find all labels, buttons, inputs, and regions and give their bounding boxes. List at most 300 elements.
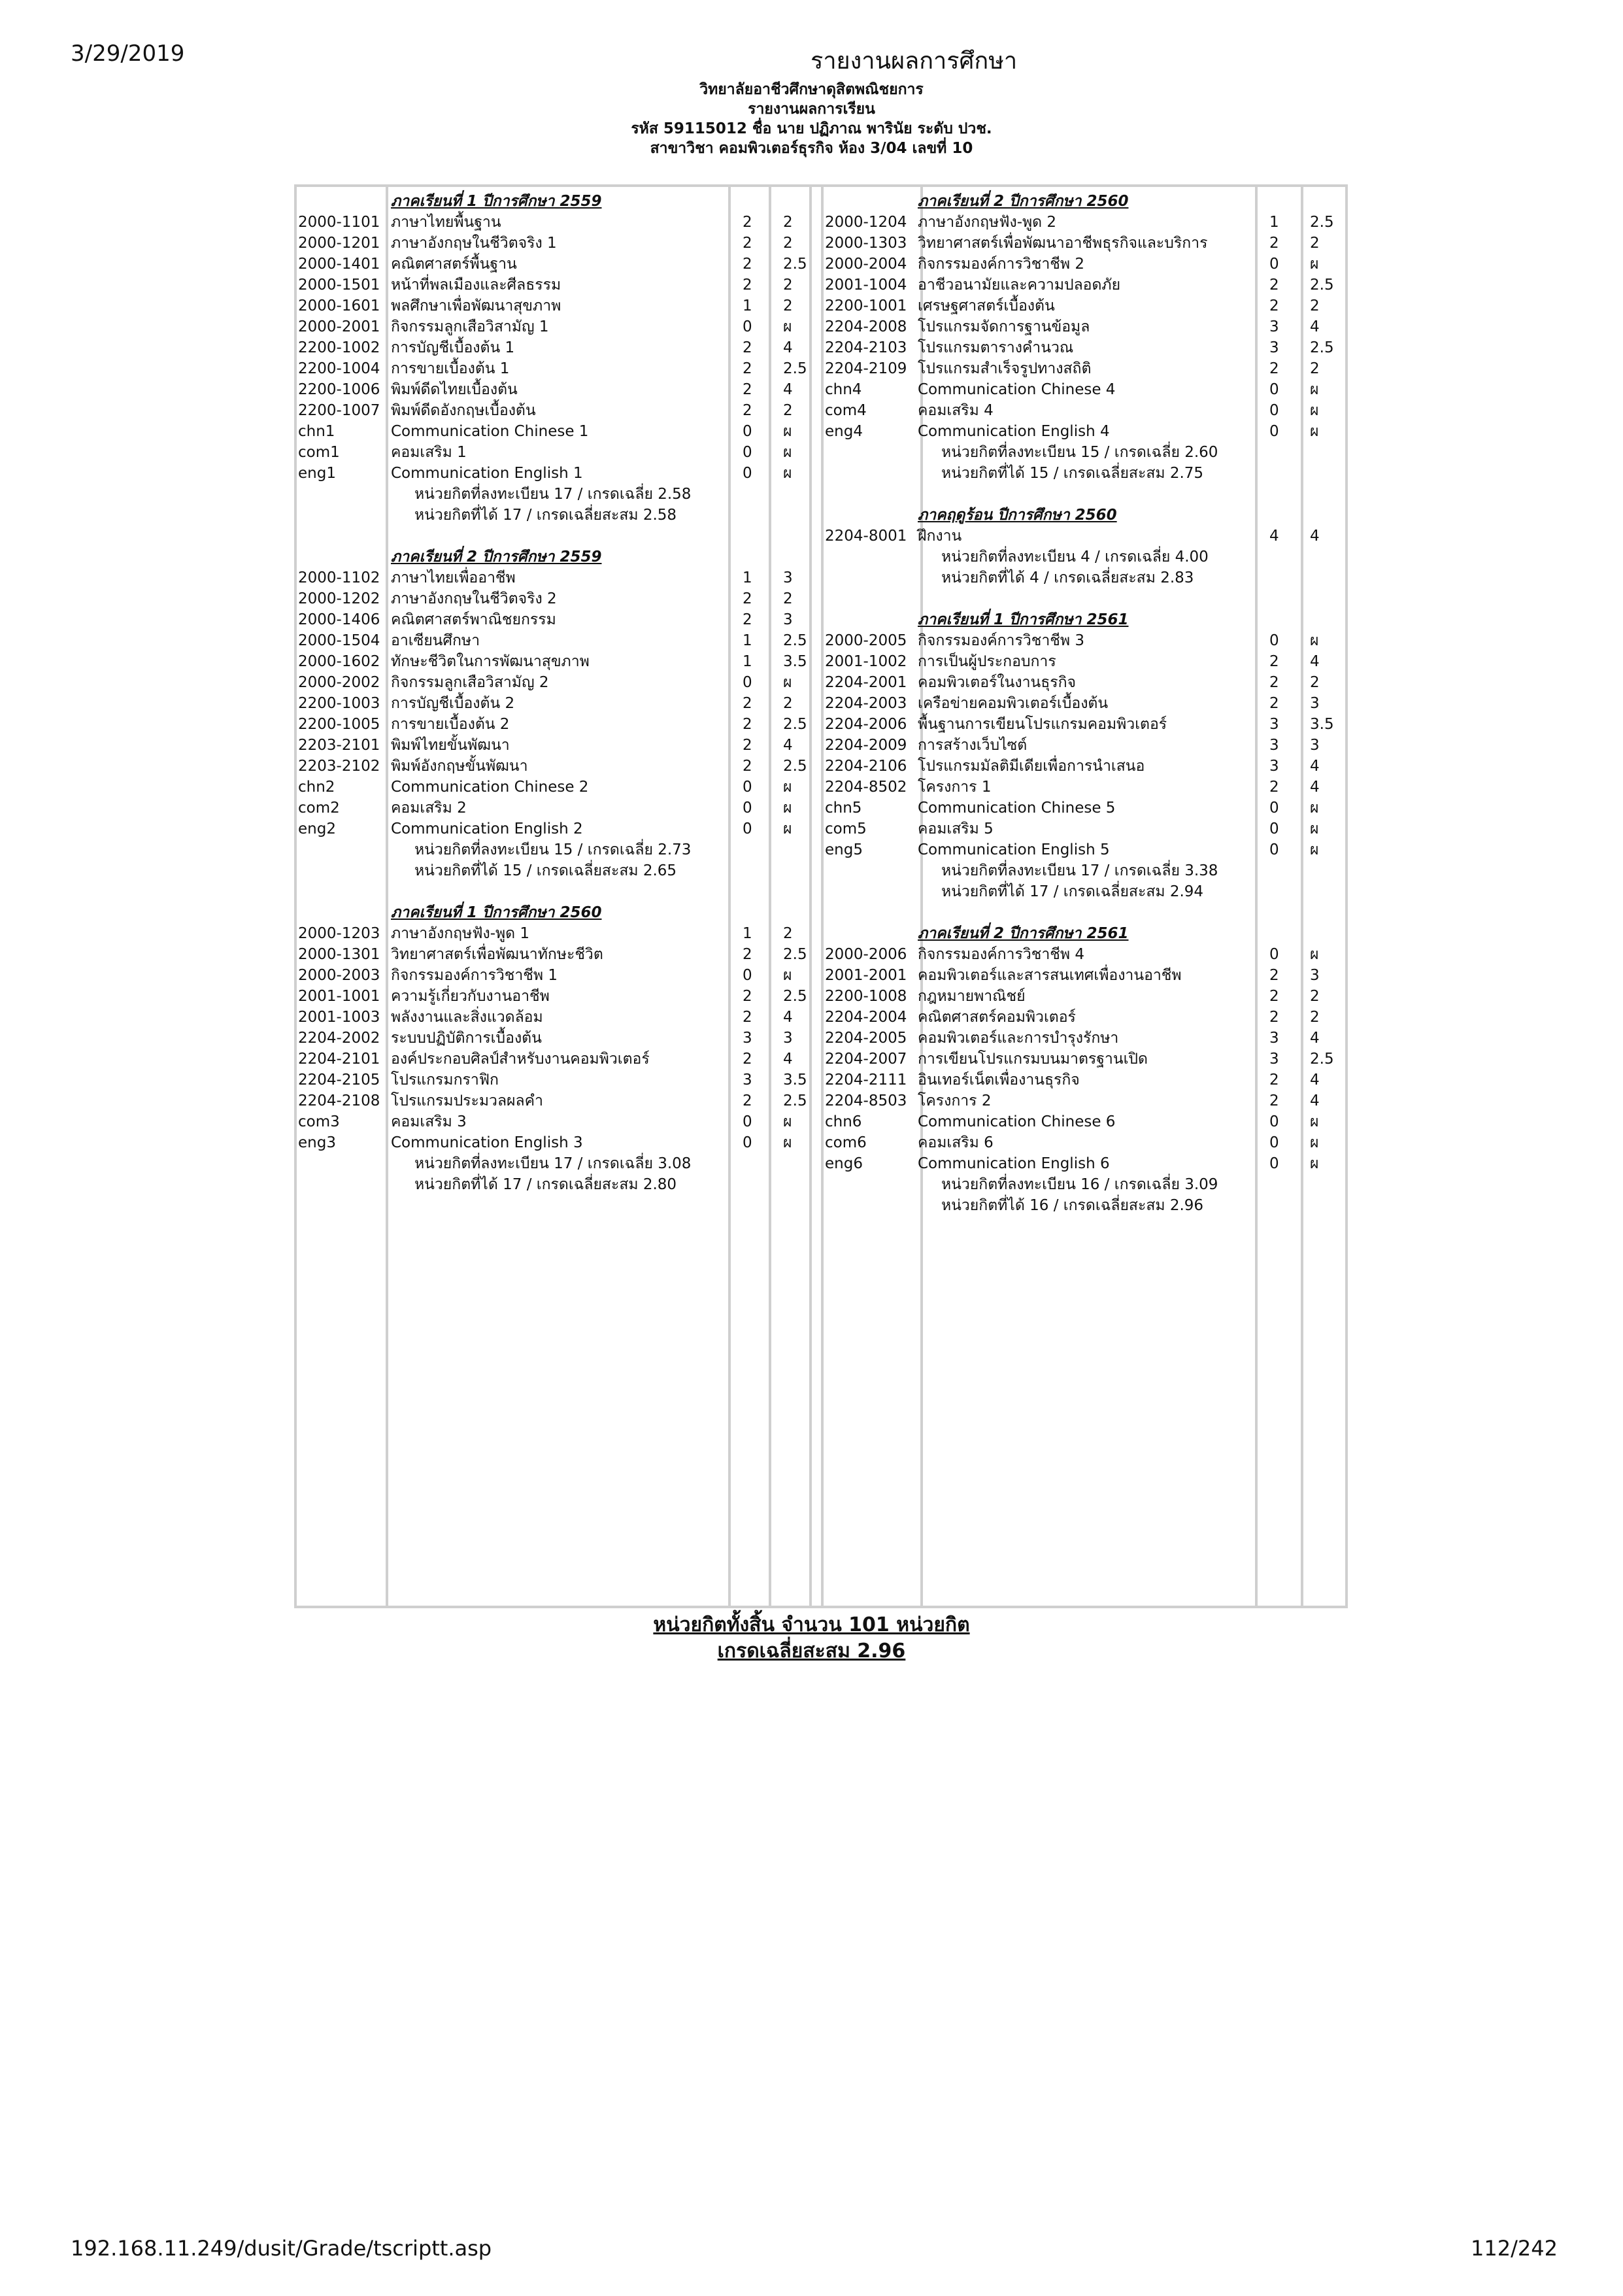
course-credit: 2	[743, 360, 752, 377]
course-credit: 3	[1269, 737, 1279, 754]
course-credit: 0	[1269, 1113, 1279, 1130]
course-credit: 3	[1269, 1051, 1279, 1068]
course-name: คอมเสริม 1	[391, 444, 467, 461]
course-name: กิจกรรมลูกเสือวิสามัญ 2	[391, 674, 549, 691]
course-grade: 2	[1310, 674, 1320, 691]
course-code: 2000-2003	[298, 967, 380, 984]
course-credit: 0	[743, 465, 752, 482]
course-grade: 2	[783, 925, 793, 942]
summary-text: หน่วยกิตที่ได้ 15 / เกรดเฉลี่ยสะสม 2.65	[414, 862, 677, 879]
course-grade: ผ	[1310, 402, 1319, 419]
course-credit: 0	[743, 800, 752, 817]
course-code: eng5	[825, 841, 863, 858]
course-grade: ผ	[783, 674, 792, 691]
course-code: 2204-8503	[825, 1092, 907, 1109]
course-credit: 2	[743, 590, 752, 607]
column-divider	[1255, 187, 1258, 1606]
course-grade: ผ	[1310, 1113, 1319, 1130]
course-credit: 0	[1269, 800, 1279, 817]
course-credit: 0	[1269, 841, 1279, 858]
course-name: คณิตศาสตร์คอมพิวเตอร์	[918, 1009, 1076, 1026]
course-grade: 2	[1310, 988, 1320, 1005]
course-name: คอมพิวเตอร์ในงานธุรกิจ	[918, 674, 1077, 691]
course-code: 2001-2001	[825, 967, 907, 984]
course-credit: 2	[743, 716, 752, 733]
course-code: 2000-1401	[298, 256, 380, 273]
course-code: 2001-1002	[825, 653, 907, 670]
course-grade: 4	[783, 381, 793, 398]
course-credit: 2	[743, 758, 752, 775]
course-credit: 2	[743, 737, 752, 754]
course-name: โปรแกรมตารางคำนวณ	[918, 339, 1074, 356]
course-grade: 3	[783, 1030, 793, 1047]
course-credit: 0	[743, 444, 752, 461]
course-grade: 2.5	[783, 360, 807, 377]
column-divider	[769, 187, 771, 1606]
course-name: อาชีวอนามัยและความปลอดภัย	[918, 277, 1121, 294]
course-grade: 3.5	[783, 653, 807, 670]
course-grade: 2.5	[783, 758, 807, 775]
course-code: chn6	[825, 1113, 862, 1130]
course-grade: 2.5	[1310, 339, 1334, 356]
summary-text: หน่วยกิตที่ลงทะเบียน 17 / เกรดเฉลี่ย 3.08	[414, 1155, 692, 1172]
course-name: วิทยาศาสตร์เพื่อพัฒนาทักษะชีวิต	[391, 946, 603, 963]
course-credit: 0	[1269, 946, 1279, 963]
course-name: Communication Chinese 2	[391, 779, 589, 796]
summary-text: หน่วยกิตที่ลงทะเบียน 15 / เกรดเฉลี่ย 2.73	[414, 841, 692, 858]
course-code: 2000-2002	[298, 674, 380, 691]
course-code: 2204-2001	[825, 674, 907, 691]
course-grade: ผ	[783, 318, 792, 335]
column-divider	[1301, 187, 1303, 1606]
course-grade: 4	[783, 339, 793, 356]
course-code: 2000-1204	[825, 214, 907, 231]
course-code: com4	[825, 402, 867, 419]
course-code: eng1	[298, 465, 336, 482]
course-code: 2000-1202	[298, 590, 380, 607]
course-name: การเขียนโปรแกรมบนมาตรฐานเปิด	[918, 1051, 1148, 1068]
course-grade: 3	[1310, 967, 1320, 984]
course-code: 2001-1004	[825, 277, 907, 294]
course-credit: 1	[1269, 214, 1279, 231]
course-name: ความรู้เกี่ยวกับงานอาชีพ	[391, 988, 550, 1005]
semester-title: ภาคเรียนที่ 1 ปีการศึกษา 2561	[918, 611, 1129, 628]
course-code: eng2	[298, 820, 336, 837]
course-grade: 4	[783, 1009, 793, 1026]
course-name: การเป็นผู้ประกอบการ	[918, 653, 1056, 670]
course-name: ภาษาอังกฤษฟัง-พูด 2	[918, 214, 1057, 231]
semester-title: ภาคเรียนที่ 1 ปีการศึกษา 2559	[391, 193, 602, 210]
course-code: 2200-1003	[298, 695, 380, 712]
course-grade: 2	[1310, 1009, 1320, 1026]
course-grade: 3	[1310, 695, 1320, 712]
footer-page-number: 112/242	[1471, 2236, 1558, 2261]
course-code: 2001-1001	[298, 988, 380, 1005]
semester-title: ภาคเรียนที่ 2 ปีการศึกษา 2559	[391, 549, 602, 566]
course-grade: ผ	[1310, 1155, 1319, 1172]
course-credit: 0	[1269, 256, 1279, 273]
course-code: 2001-1003	[298, 1009, 380, 1026]
course-name: ภาษาไทยพื้นฐาน	[391, 214, 501, 231]
program-info: สาขาวิชา คอมพิวเตอร์ธุรกิจ ห้อง 3/04 เลขที่ 10	[650, 140, 973, 157]
course-grade: ผ	[783, 1113, 792, 1130]
course-code: 2204-2101	[298, 1051, 380, 1068]
course-code: 2000-1101	[298, 214, 380, 231]
course-code: 2200-1002	[298, 339, 380, 356]
course-grade: ผ	[1310, 800, 1319, 817]
course-code: 2204-2103	[825, 339, 907, 356]
course-grade: 2	[783, 214, 793, 231]
course-name: คอมเสริม 6	[918, 1134, 994, 1151]
course-name: อินเทอร์เน็ตเพื่องานธุรกิจ	[918, 1072, 1080, 1089]
summary-text: หน่วยกิตที่ลงทะเบียน 17 / เกรดเฉลี่ย 2.58	[414, 486, 692, 503]
course-code: 2000-2001	[298, 318, 380, 335]
course-code: 2204-2008	[825, 318, 907, 335]
column-divider	[809, 187, 812, 1606]
course-name: กิจกรรมองค์การวิชาชีพ 3	[918, 632, 1084, 649]
course-name: การสร้างเว็บไซต์	[918, 737, 1028, 754]
semester-title: ภาคเรียนที่ 2 ปีการศึกษา 2560	[918, 193, 1129, 210]
course-grade: 2.5	[783, 716, 807, 733]
course-grade: 2	[783, 297, 793, 314]
course-credit: 1	[743, 297, 752, 314]
print-date: 3/29/2019	[71, 41, 185, 67]
course-name: พลังงานและสิ่งแวดล้อม	[391, 1009, 543, 1026]
course-credit: 2	[1269, 967, 1279, 984]
summary-text: หน่วยกิตที่ลงทะเบียน 16 / เกรดเฉลี่ย 3.09	[941, 1176, 1218, 1193]
summary-text: หน่วยกิตที่ได้ 17 / เกรดเฉลี่ยสะสม 2.94	[941, 883, 1204, 900]
course-code: 2000-1601	[298, 297, 380, 314]
course-credit: 1	[743, 569, 752, 586]
course-credit: 4	[1269, 528, 1279, 545]
course-name: กิจกรรมองค์การวิชาชีพ 2	[918, 256, 1084, 273]
course-grade: 2	[1310, 235, 1320, 252]
course-name: ทักษะชีวิตในการพัฒนาสุขภาพ	[391, 653, 590, 670]
course-credit: 0	[1269, 632, 1279, 649]
course-code: chn5	[825, 800, 862, 817]
course-code: 2204-2002	[298, 1030, 380, 1047]
course-grade: 4	[783, 737, 793, 754]
course-name: โครงการ 1	[918, 779, 992, 796]
course-code: com5	[825, 820, 867, 837]
course-credit: 2	[743, 695, 752, 712]
course-grade: 2.5	[1310, 277, 1334, 294]
course-name: หน้าที่พลเมืองและศีลธรรม	[391, 277, 561, 294]
course-code: 2200-1007	[298, 402, 380, 419]
course-grade: 4	[1310, 318, 1320, 335]
course-name: คอมเสริม 3	[391, 1113, 467, 1130]
total-credits: หน่วยกิตทั้งสิ้น จำนวน 101 หน่วยกิต	[653, 1613, 970, 1636]
course-grade: 2	[783, 277, 793, 294]
course-code: 2204-2006	[825, 716, 907, 733]
course-credit: 0	[743, 318, 752, 335]
course-name: Communication English 1	[391, 465, 583, 482]
course-grade: ผ	[783, 820, 792, 837]
print-title: รายงานผลการศึกษา	[811, 48, 1018, 75]
course-code: 2200-1004	[298, 360, 380, 377]
course-credit: 2	[743, 1051, 752, 1068]
course-code: 2200-1006	[298, 381, 380, 398]
course-code: com1	[298, 444, 340, 461]
course-code: 2000-1303	[825, 235, 907, 252]
course-credit: 3	[743, 1072, 752, 1089]
course-grade: 2	[783, 235, 793, 252]
course-grade: 4	[1310, 779, 1320, 796]
course-code: 2000-2005	[825, 632, 907, 649]
course-grade: 2.5	[783, 632, 807, 649]
course-credit: 0	[1269, 381, 1279, 398]
course-credit: 3	[1269, 758, 1279, 775]
course-name: กิจกรรมลูกเสือวิสามัญ 1	[391, 318, 549, 335]
course-credit: 0	[743, 1134, 752, 1151]
course-name: ภาษาไทยเพื่ออาชีพ	[391, 569, 516, 586]
summary-text: หน่วยกิตที่ได้ 16 / เกรดเฉลี่ยสะสม 2.96	[941, 1197, 1204, 1214]
course-grade: 3.5	[1310, 716, 1334, 733]
course-credit: 1	[743, 632, 752, 649]
course-credit: 0	[1269, 820, 1279, 837]
course-grade: 3.5	[783, 1072, 807, 1089]
course-name: โปรแกรมจัดการฐานข้อมูล	[918, 318, 1090, 335]
course-name: พิมพ์อังกฤษขั้นพัฒนา	[391, 758, 528, 775]
course-credit: 2	[1269, 1009, 1279, 1026]
course-grade: ผ	[783, 444, 792, 461]
course-grade: 2	[1310, 297, 1320, 314]
course-code: eng6	[825, 1155, 863, 1172]
course-code: 2204-2106	[825, 758, 907, 775]
course-name: Communication English 5	[918, 841, 1110, 858]
course-grade: 2.5	[783, 988, 807, 1005]
course-name: คณิตศาสตร์พื้นฐาน	[391, 256, 517, 273]
course-grade: 4	[1310, 758, 1320, 775]
course-credit: 2	[1269, 297, 1279, 314]
course-name: โปรแกรมกราฟิก	[391, 1072, 499, 1089]
course-credit: 2	[743, 1092, 752, 1109]
course-grade: ผ	[783, 800, 792, 817]
summary-text: หน่วยกิตที่ได้ 15 / เกรดเฉลี่ยสะสม 2.75	[941, 465, 1204, 482]
course-grade: 2	[1310, 360, 1320, 377]
course-grade: ผ	[1310, 820, 1319, 837]
course-credit: 2	[743, 988, 752, 1005]
course-code: 2204-2003	[825, 695, 907, 712]
course-code: 2204-8502	[825, 779, 907, 796]
summary-text: หน่วยกิตที่ได้ 4 / เกรดเฉลี่ยสะสม 2.83	[941, 569, 1194, 586]
course-grade: 4	[1310, 653, 1320, 670]
course-code: 2204-2007	[825, 1051, 907, 1068]
course-credit: 0	[1269, 423, 1279, 440]
course-name: การบัญชีเบื้องต้น 2	[391, 695, 515, 712]
course-grade: ผ	[1310, 256, 1319, 273]
course-credit: 0	[743, 674, 752, 691]
course-name: คอมพิวเตอร์และการบำรุงรักษา	[918, 1030, 1119, 1047]
course-name: คอมเสริม 2	[391, 800, 467, 817]
course-name: Communication Chinese 1	[391, 423, 589, 440]
course-grade: 4	[1310, 1072, 1320, 1089]
course-name: เครือข่ายคอมพิวเตอร์เบื้องต้น	[918, 695, 1109, 712]
course-name: ภาษาอังกฤษในชีวิตจริง 2	[391, 590, 557, 607]
course-name: คอมเสริม 5	[918, 820, 994, 837]
course-credit: 0	[1269, 402, 1279, 419]
course-grade: 2	[783, 402, 793, 419]
course-credit: 2	[1269, 235, 1279, 252]
course-name: ภาษาอังกฤษฟัง-พูด 1	[391, 925, 530, 942]
college-name: วิทยาลัยอาชีวศึกษาดุสิตพณิชยการ	[699, 81, 924, 98]
student-info: รหัส 59115012 ชื่อ นาย ปฏิภาณ พารินัย ระดับ ปวช.	[631, 120, 992, 137]
course-name: ระบบปฏิบัติการเบื้องต้น	[391, 1030, 542, 1047]
course-grade: 2	[783, 590, 793, 607]
course-grade: ผ	[1310, 946, 1319, 963]
course-credit: 2	[1269, 277, 1279, 294]
course-credit: 1	[743, 925, 752, 942]
course-name: Communication Chinese 5	[918, 800, 1116, 817]
course-grade: ผ	[783, 423, 792, 440]
course-code: 2204-2005	[825, 1030, 907, 1047]
course-credit: 3	[1269, 339, 1279, 356]
course-grade: 4	[1310, 528, 1320, 545]
course-code: 2000-1406	[298, 611, 380, 628]
course-code: chn2	[298, 779, 335, 796]
course-credit: 3	[1269, 1030, 1279, 1047]
course-name: Communication Chinese 4	[918, 381, 1116, 398]
course-code: chn1	[298, 423, 335, 440]
cumulative-gpa: เกรดเฉลี่ยสะสม 2.96	[717, 1640, 906, 1663]
course-credit: 0	[743, 967, 752, 984]
course-credit: 2	[1269, 695, 1279, 712]
course-name: ฝึกงาน	[918, 528, 962, 545]
course-credit: 0	[743, 1113, 752, 1130]
course-code: com6	[825, 1134, 867, 1151]
course-name: เศรษฐศาสตร์เบื้องต้น	[918, 297, 1055, 314]
course-code: 2204-8001	[825, 528, 907, 545]
course-credit: 2	[743, 946, 752, 963]
course-name: คอมพิวเตอร์และสารสนเทศเพื่องานอาชีพ	[918, 967, 1182, 984]
course-code: 2000-1602	[298, 653, 380, 670]
course-credit: 0	[1269, 1134, 1279, 1151]
course-credit: 0	[1269, 1155, 1279, 1172]
course-code: eng3	[298, 1134, 336, 1151]
course-grade: 3	[783, 611, 793, 628]
footer-url: 192.168.11.249/dusit/Grade/tscriptt.asp	[71, 2236, 492, 2261]
course-credit: 2	[1269, 1072, 1279, 1089]
course-credit: 2	[1269, 653, 1279, 670]
course-credit: 2	[1269, 1092, 1279, 1109]
course-credit: 2	[1269, 779, 1279, 796]
course-name: กิจกรรมองค์การวิชาชีพ 1	[391, 967, 558, 984]
course-code: 2203-2101	[298, 737, 380, 754]
course-grade: ผ	[783, 1134, 792, 1151]
course-credit: 2	[743, 381, 752, 398]
course-credit: 2	[743, 611, 752, 628]
course-code: 2000-2006	[825, 946, 907, 963]
course-code: 2000-1102	[298, 569, 380, 586]
course-credit: 0	[743, 820, 752, 837]
course-code: 2200-1005	[298, 716, 380, 733]
course-name: วิทยาศาสตร์เพื่อพัฒนาอาชีพธุรกิจและบริการ	[918, 235, 1208, 252]
course-name: โครงการ 2	[918, 1092, 992, 1109]
summary-text: หน่วยกิตที่ลงทะเบียน 17 / เกรดเฉลี่ย 3.38	[941, 862, 1218, 879]
course-grade: ผ	[783, 465, 792, 482]
course-name: Communication English 2	[391, 820, 583, 837]
course-code: 2000-1301	[298, 946, 380, 963]
semester-title: ภาคเรียนที่ 1 ปีการศึกษา 2560	[391, 904, 602, 921]
course-code: 2204-2009	[825, 737, 907, 754]
course-code: 2000-2004	[825, 256, 907, 273]
course-name: Communication English 4	[918, 423, 1110, 440]
course-code: 2204-2105	[298, 1072, 380, 1089]
course-name: คอมเสริม 4	[918, 402, 994, 419]
course-credit: 2	[743, 235, 752, 252]
summary-text: หน่วยกิตที่ได้ 17 / เกรดเฉลี่ยสะสม 2.80	[414, 1176, 677, 1193]
course-name: กิจกรรมองค์การวิชาชีพ 4	[918, 946, 1084, 963]
course-name: องค์ประกอบศิลป์สำหรับงานคอมพิวเตอร์	[391, 1051, 650, 1068]
course-name: พิมพ์ดีดอังกฤษเบื้องต้น	[391, 402, 536, 419]
course-grade: 2.5	[1310, 1051, 1334, 1068]
course-code: 2203-2102	[298, 758, 380, 775]
course-name: พิมพ์ดีดไทยเบื้องต้น	[391, 381, 518, 398]
course-grade: ผ	[1310, 632, 1319, 649]
course-code: 2204-2004	[825, 1009, 907, 1026]
course-credit: 2	[743, 277, 752, 294]
summary-text: หน่วยกิตที่ลงทะเบียน 4 / เกรดเฉลี่ย 4.00	[941, 549, 1209, 566]
course-credit: 2	[743, 214, 752, 231]
course-name: อาเซียนศึกษา	[391, 632, 480, 649]
course-grade: 3	[783, 569, 793, 586]
course-code: 2200-1008	[825, 988, 907, 1005]
course-grade: ผ	[1310, 381, 1319, 398]
course-grade: 2.5	[783, 946, 807, 963]
course-code: com2	[298, 800, 340, 817]
course-code: eng4	[825, 423, 863, 440]
course-grade: 2.5	[783, 256, 807, 273]
course-credit: 0	[743, 423, 752, 440]
course-grade: 4	[783, 1051, 793, 1068]
course-code: 2000-1504	[298, 632, 380, 649]
summary-text: หน่วยกิตที่ได้ 17 / เกรดเฉลี่ยสะสม 2.58	[414, 507, 677, 524]
course-grade: 4	[1310, 1092, 1320, 1109]
course-credit: 2	[743, 256, 752, 273]
course-name: โปรแกรมสำเร็จรูปทางสถิติ	[918, 360, 1092, 377]
course-grade: ผ	[783, 779, 792, 796]
course-grade: 4	[1310, 1030, 1320, 1047]
course-name: การขายเบื้องต้น 1	[391, 360, 510, 377]
course-name: Communication English 6	[918, 1155, 1110, 1172]
course-name: พื้นฐานการเขียนโปรแกรมคอมพิวเตอร์	[918, 716, 1167, 733]
course-name: โปรแกรมมัลติมีเดียเพื่อการนำเสนอ	[918, 758, 1145, 775]
course-code: 2204-2108	[298, 1092, 380, 1109]
course-credit: 2	[743, 339, 752, 356]
course-credit: 0	[743, 779, 752, 796]
semester-title: ภาคฤดูร้อน ปีการศึกษา 2560	[918, 507, 1117, 524]
column-divider	[386, 187, 388, 1606]
course-name: การขายเบื้องต้น 2	[391, 716, 510, 733]
course-code: com3	[298, 1113, 340, 1130]
course-name: Communication English 3	[391, 1134, 583, 1151]
course-grade: ผ	[1310, 423, 1319, 440]
course-code: chn4	[825, 381, 862, 398]
course-grade: 2.5	[783, 1092, 807, 1109]
course-name: พลศึกษาเพื่อพัฒนาสุขภาพ	[391, 297, 561, 314]
course-credit: 2	[743, 1009, 752, 1026]
course-credit: 3	[1269, 716, 1279, 733]
course-credit: 3	[743, 1030, 752, 1047]
course-code: 2000-1201	[298, 235, 380, 252]
course-name: การบัญชีเบื้องต้น 1	[391, 339, 515, 356]
column-divider	[821, 187, 824, 1606]
course-grade: 3	[1310, 737, 1320, 754]
course-name: คณิตศาสตร์พาณิชยกรรม	[391, 611, 556, 628]
course-credit: 2	[1269, 674, 1279, 691]
course-code: 2000-1203	[298, 925, 380, 942]
course-name: พิมพ์ไทยขั้นพัฒนา	[391, 737, 510, 754]
